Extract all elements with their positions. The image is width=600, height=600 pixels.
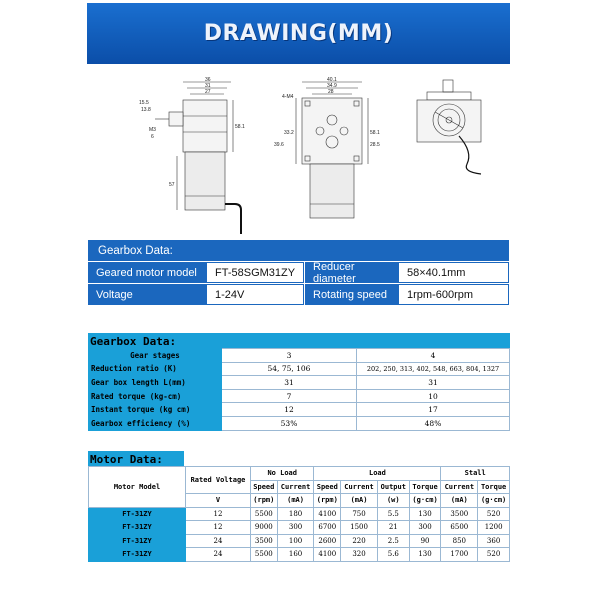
cell: 4 bbox=[357, 349, 510, 363]
table-row bbox=[89, 403, 510, 417]
cell: 5500 bbox=[251, 507, 278, 521]
table-row bbox=[89, 349, 510, 363]
cell: 5.5 bbox=[377, 507, 409, 521]
cell: 31 bbox=[357, 376, 510, 390]
dim-label: 31 bbox=[205, 83, 211, 89]
cell: 520 bbox=[478, 507, 510, 521]
col-header: Current bbox=[441, 480, 478, 494]
motor-model-header: Motor Model bbox=[89, 467, 186, 508]
cell: 202, 250, 313, 402, 548, 663, 804, 1327 bbox=[357, 362, 510, 376]
cell: 360 bbox=[478, 534, 510, 548]
cell: 220 bbox=[341, 534, 378, 548]
row-label: Gearbox efficiency (%) bbox=[89, 416, 222, 430]
table-row bbox=[89, 521, 510, 535]
table-row bbox=[88, 262, 509, 283]
table-row bbox=[89, 389, 510, 403]
cell: 6500 bbox=[441, 521, 478, 535]
dim-label: 39.6 bbox=[274, 142, 284, 148]
cell: 17 bbox=[357, 403, 510, 417]
no-load-header: No Load bbox=[251, 467, 314, 481]
banner-title: DRAWING(MM) bbox=[203, 21, 394, 46]
cell: 6700 bbox=[314, 521, 341, 535]
cell: 31 bbox=[222, 376, 357, 390]
table-row bbox=[89, 362, 510, 376]
cell: 2.5 bbox=[377, 534, 409, 548]
row-label: Instant torque (kg cm) bbox=[89, 403, 222, 417]
unit-cell: (rpm) bbox=[314, 494, 341, 508]
cell: 100 bbox=[277, 534, 314, 548]
side-view-drawing bbox=[107, 76, 247, 236]
technical-drawings bbox=[87, 70, 510, 240]
motor-data-title-text: Motor Data: bbox=[90, 452, 163, 466]
cell: 1500 bbox=[341, 521, 378, 535]
dim-label: 13.8 bbox=[141, 107, 151, 113]
cell: 54, 75, 106 bbox=[222, 362, 357, 376]
cell: 9000 bbox=[251, 521, 278, 535]
cell: 3500 bbox=[441, 507, 478, 521]
row-label: Gear stages bbox=[89, 349, 222, 363]
cell: 53% bbox=[222, 416, 357, 430]
dim-label: 6 bbox=[151, 134, 154, 140]
cell: 7 bbox=[222, 389, 357, 403]
unit-cell: (rpm) bbox=[251, 494, 278, 508]
table-row bbox=[89, 416, 510, 430]
gearbox-data-title bbox=[88, 333, 510, 349]
dim-label: 36 bbox=[205, 77, 211, 83]
col-header: Speed bbox=[251, 480, 278, 494]
cell: 1200 bbox=[478, 521, 510, 535]
dim-label: 15.5 bbox=[139, 100, 149, 106]
dim-label: M3 bbox=[149, 127, 156, 133]
motor-data-title bbox=[88, 451, 184, 467]
cell: 1700 bbox=[441, 548, 478, 562]
unit-cell: (g·cm) bbox=[409, 494, 441, 508]
row-label: Reduction ratio (K) bbox=[89, 362, 222, 376]
end-view-drawing bbox=[405, 76, 495, 186]
cell: 180 bbox=[277, 507, 314, 521]
cell: 4100 bbox=[314, 507, 341, 521]
dim-label: 33.2 bbox=[284, 130, 294, 136]
load-header: Load bbox=[314, 467, 441, 481]
unit-cell: (mA) bbox=[277, 494, 314, 508]
col-header: Torque bbox=[409, 480, 441, 494]
table-row bbox=[89, 507, 510, 521]
cell: 3 bbox=[222, 349, 357, 363]
gearbox-summary-title: Gearbox Data: bbox=[88, 240, 509, 261]
dim-label: 4-M4 bbox=[282, 94, 294, 100]
cell: 300 bbox=[277, 521, 314, 535]
cell: 320 bbox=[341, 548, 378, 562]
cell: 130 bbox=[409, 507, 441, 521]
cell: 90 bbox=[409, 534, 441, 548]
cell: 12 bbox=[186, 521, 251, 535]
col-header: Current bbox=[277, 480, 314, 494]
dim-label: 34.9 bbox=[327, 83, 337, 89]
cell: 750 bbox=[341, 507, 378, 521]
unit-cell: V bbox=[186, 494, 251, 508]
table-row bbox=[88, 284, 509, 305]
drawing-banner bbox=[87, 3, 510, 64]
cell: 24 bbox=[186, 548, 251, 562]
dim-label: 28 bbox=[328, 89, 334, 95]
dim-label: 58.1 bbox=[235, 124, 245, 130]
dim-label: 27 bbox=[205, 89, 211, 95]
cell: 130 bbox=[409, 548, 441, 562]
cell: 21 bbox=[377, 521, 409, 535]
gearbox-data-title-text: Gearbox Data: bbox=[90, 334, 177, 348]
cell: 12 bbox=[186, 507, 251, 521]
motor-model-cell: FT-31ZY bbox=[89, 534, 186, 548]
rated-voltage-header: Rated Voltage bbox=[186, 467, 251, 494]
cell: 2600 bbox=[314, 534, 341, 548]
row-value: 1rpm-600rpm bbox=[398, 284, 509, 305]
front-view-drawing bbox=[272, 76, 392, 236]
motor-data-table bbox=[88, 466, 510, 562]
row-label: Reducer diameter bbox=[305, 262, 398, 283]
cell: 850 bbox=[441, 534, 478, 548]
row-value: 1-24V bbox=[206, 284, 304, 305]
unit-cell: (g·cm) bbox=[478, 494, 510, 508]
cell: 10 bbox=[357, 389, 510, 403]
cell: 12 bbox=[222, 403, 357, 417]
row-label: Rated torque (kg-cm) bbox=[89, 389, 222, 403]
col-header: Speed bbox=[314, 480, 341, 494]
stall-header: Stall bbox=[441, 467, 510, 481]
motor-model-cell: FT-31ZY bbox=[89, 548, 186, 562]
row-value: FT-58SGM31ZY bbox=[206, 262, 304, 283]
cell: 520 bbox=[478, 548, 510, 562]
cell: 48% bbox=[357, 416, 510, 430]
cell: 24 bbox=[186, 534, 251, 548]
motor-model-cell: FT-31ZY bbox=[89, 521, 186, 535]
cell: 3500 bbox=[251, 534, 278, 548]
gearbox-summary-table bbox=[88, 240, 509, 305]
cell: 300 bbox=[409, 521, 441, 535]
cell: 5.6 bbox=[377, 548, 409, 562]
row-label: Rotating speed bbox=[305, 284, 398, 305]
unit-cell: (mA) bbox=[441, 494, 478, 508]
row-value: 58×40.1mm bbox=[398, 262, 509, 283]
col-header: Output bbox=[377, 480, 409, 494]
table-row bbox=[89, 548, 510, 562]
dim-label: 40.1 bbox=[327, 77, 337, 83]
motor-model-cell: FT-31ZY bbox=[89, 507, 186, 521]
dim-label: 57 bbox=[169, 182, 175, 188]
cell: 160 bbox=[277, 548, 314, 562]
cell: 5500 bbox=[251, 548, 278, 562]
dim-label: 58.1 bbox=[370, 130, 380, 136]
dim-label: 28.5 bbox=[370, 142, 380, 148]
gearbox-data-table bbox=[88, 348, 510, 431]
table-row bbox=[89, 534, 510, 548]
unit-cell: (mA) bbox=[341, 494, 378, 508]
col-header: Current bbox=[341, 480, 378, 494]
col-header: Torque bbox=[478, 480, 510, 494]
table-row bbox=[89, 376, 510, 390]
row-label: Voltage bbox=[88, 284, 206, 305]
unit-cell: (w) bbox=[377, 494, 409, 508]
cell: 4100 bbox=[314, 548, 341, 562]
row-label: Gear box length L(mm) bbox=[89, 376, 222, 390]
table-row bbox=[89, 467, 510, 481]
row-label: Geared motor model bbox=[88, 262, 206, 283]
